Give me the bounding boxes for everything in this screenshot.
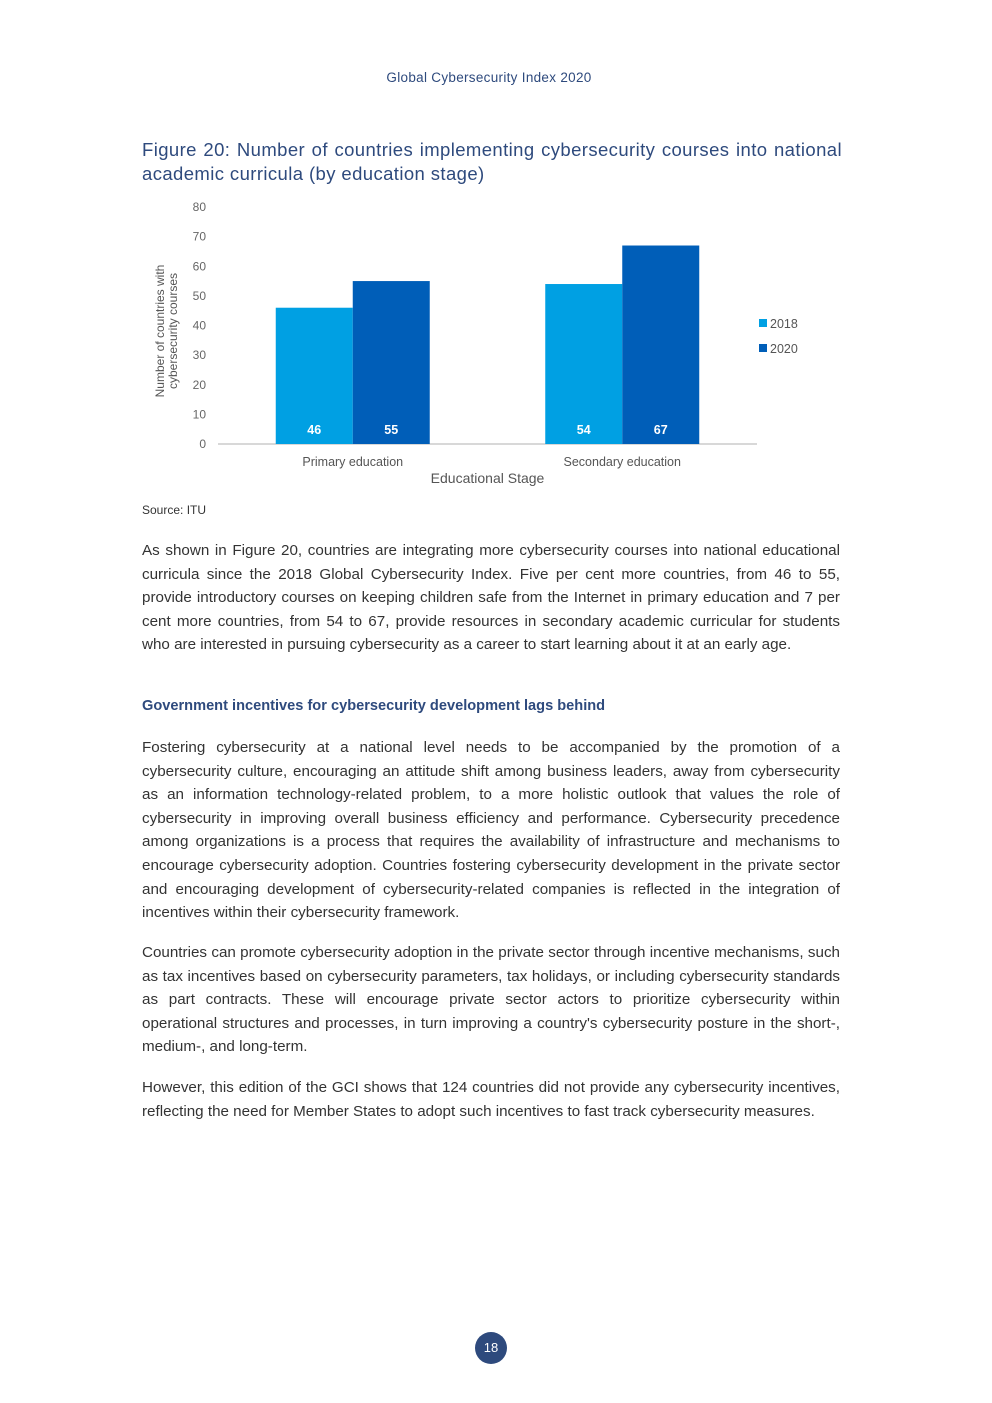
y-tick-label: 30 (192, 348, 206, 363)
y-tick-label: 50 (192, 288, 206, 303)
y-tick-label: 70 (192, 229, 206, 244)
body-paragraph-3: Countries can promote cybersecurity adoption in the private sector through incentive mechanisms, such as tax incentives based on cybersecurity parameters, tax holidays, or including cybersecurity standards as part contracts. These will encourage private sector actors to prioritize cybersecurity within operational structures and processes, in turn improving a country's cybersecurity posture in the short-, medium-, and long-term. (142, 944, 840, 1056)
figure-source: Source: ITU (142, 503, 207, 517)
y-axis-title (153, 265, 180, 398)
bar-data-label: 55 (384, 423, 399, 437)
bar-2018-secondary (545, 284, 622, 444)
y-tick-label: 40 (192, 318, 206, 333)
body-paragraph-1: As shown in Figure 20, countries are integrating more cybersecurity courses into national educational curricula since the 2018 Global Cybersecurity Index. Five per cent more countries, from 46 to 55, provide introductory courses on keeping children safe from the Internet in primary education and 7 per cent more countries, from 54 to 67, provide resources in secondary academic curricular for students who are interested in pursuing cybersecurity as a career to start learning about it at an early age. (142, 542, 840, 654)
bar-data-label: 46 (307, 423, 322, 437)
bar-2020-primary (353, 281, 430, 444)
bar-chart (140, 195, 840, 495)
y-tick-label: 60 (192, 259, 206, 274)
y-axis-title-line: cybersecurity courses (166, 272, 180, 390)
legend-swatch-2020 (759, 344, 767, 352)
body-paragraph-2: Fostering cybersecurity at a national level needs to be accompanied by the promotion of a cybersecurity culture, encouraging an attitude shift among business leaders, away from cybersecurity as an information technology-related problem, to a more holistic outlook that values the role of cybersecurity in improving overall business efficiency and performance. Cybersecurity precedence among organizations is a process that requires the availability of infrastructure and mechanisms to encourage cybersecurity adoption. Countries fostering cybersecurity development in the private sector and encouraging development of cybersecurity-related companies is reflected in the integration of incentives within their cybersecurity framework. (142, 739, 840, 922)
bar-data-label: 54 (576, 423, 591, 437)
x-tick-label: Primary education (302, 455, 404, 469)
bar-2020-secondary (622, 246, 699, 444)
legend-swatch-2018 (759, 319, 767, 327)
y-tick-label: 10 (192, 407, 206, 422)
y-tick-label: 0 (199, 437, 206, 451)
section-subheading: Government incentives for cybersecurity development lags behind (142, 698, 606, 714)
y-axis-title-line: Number of countries with (153, 264, 167, 398)
page-number: 18 (475, 1332, 507, 1364)
x-tick-label: Secondary education (563, 455, 681, 469)
legend-label: 2018 (770, 317, 798, 331)
running-header: Global Cybersecurity Index 2020 (386, 70, 592, 85)
body-paragraph-4: However, this edition of the GCI shows that 124 countries did not provide any cybersecurity incentives, reflecting the need for Member States to adopt such incentives to fast track cybersecurity measures. (142, 1079, 840, 1120)
y-tick-label: 80 (192, 200, 206, 214)
figure-title: Figure 20: Number of countries implementing cybersecurity courses into national academic curricula (by education stage) (142, 139, 842, 184)
y-tick-label: 20 (192, 377, 206, 392)
legend-label: 2020 (770, 342, 798, 356)
bar-data-label: 67 (653, 423, 668, 437)
x-axis-title: Educational Stage (430, 470, 545, 486)
